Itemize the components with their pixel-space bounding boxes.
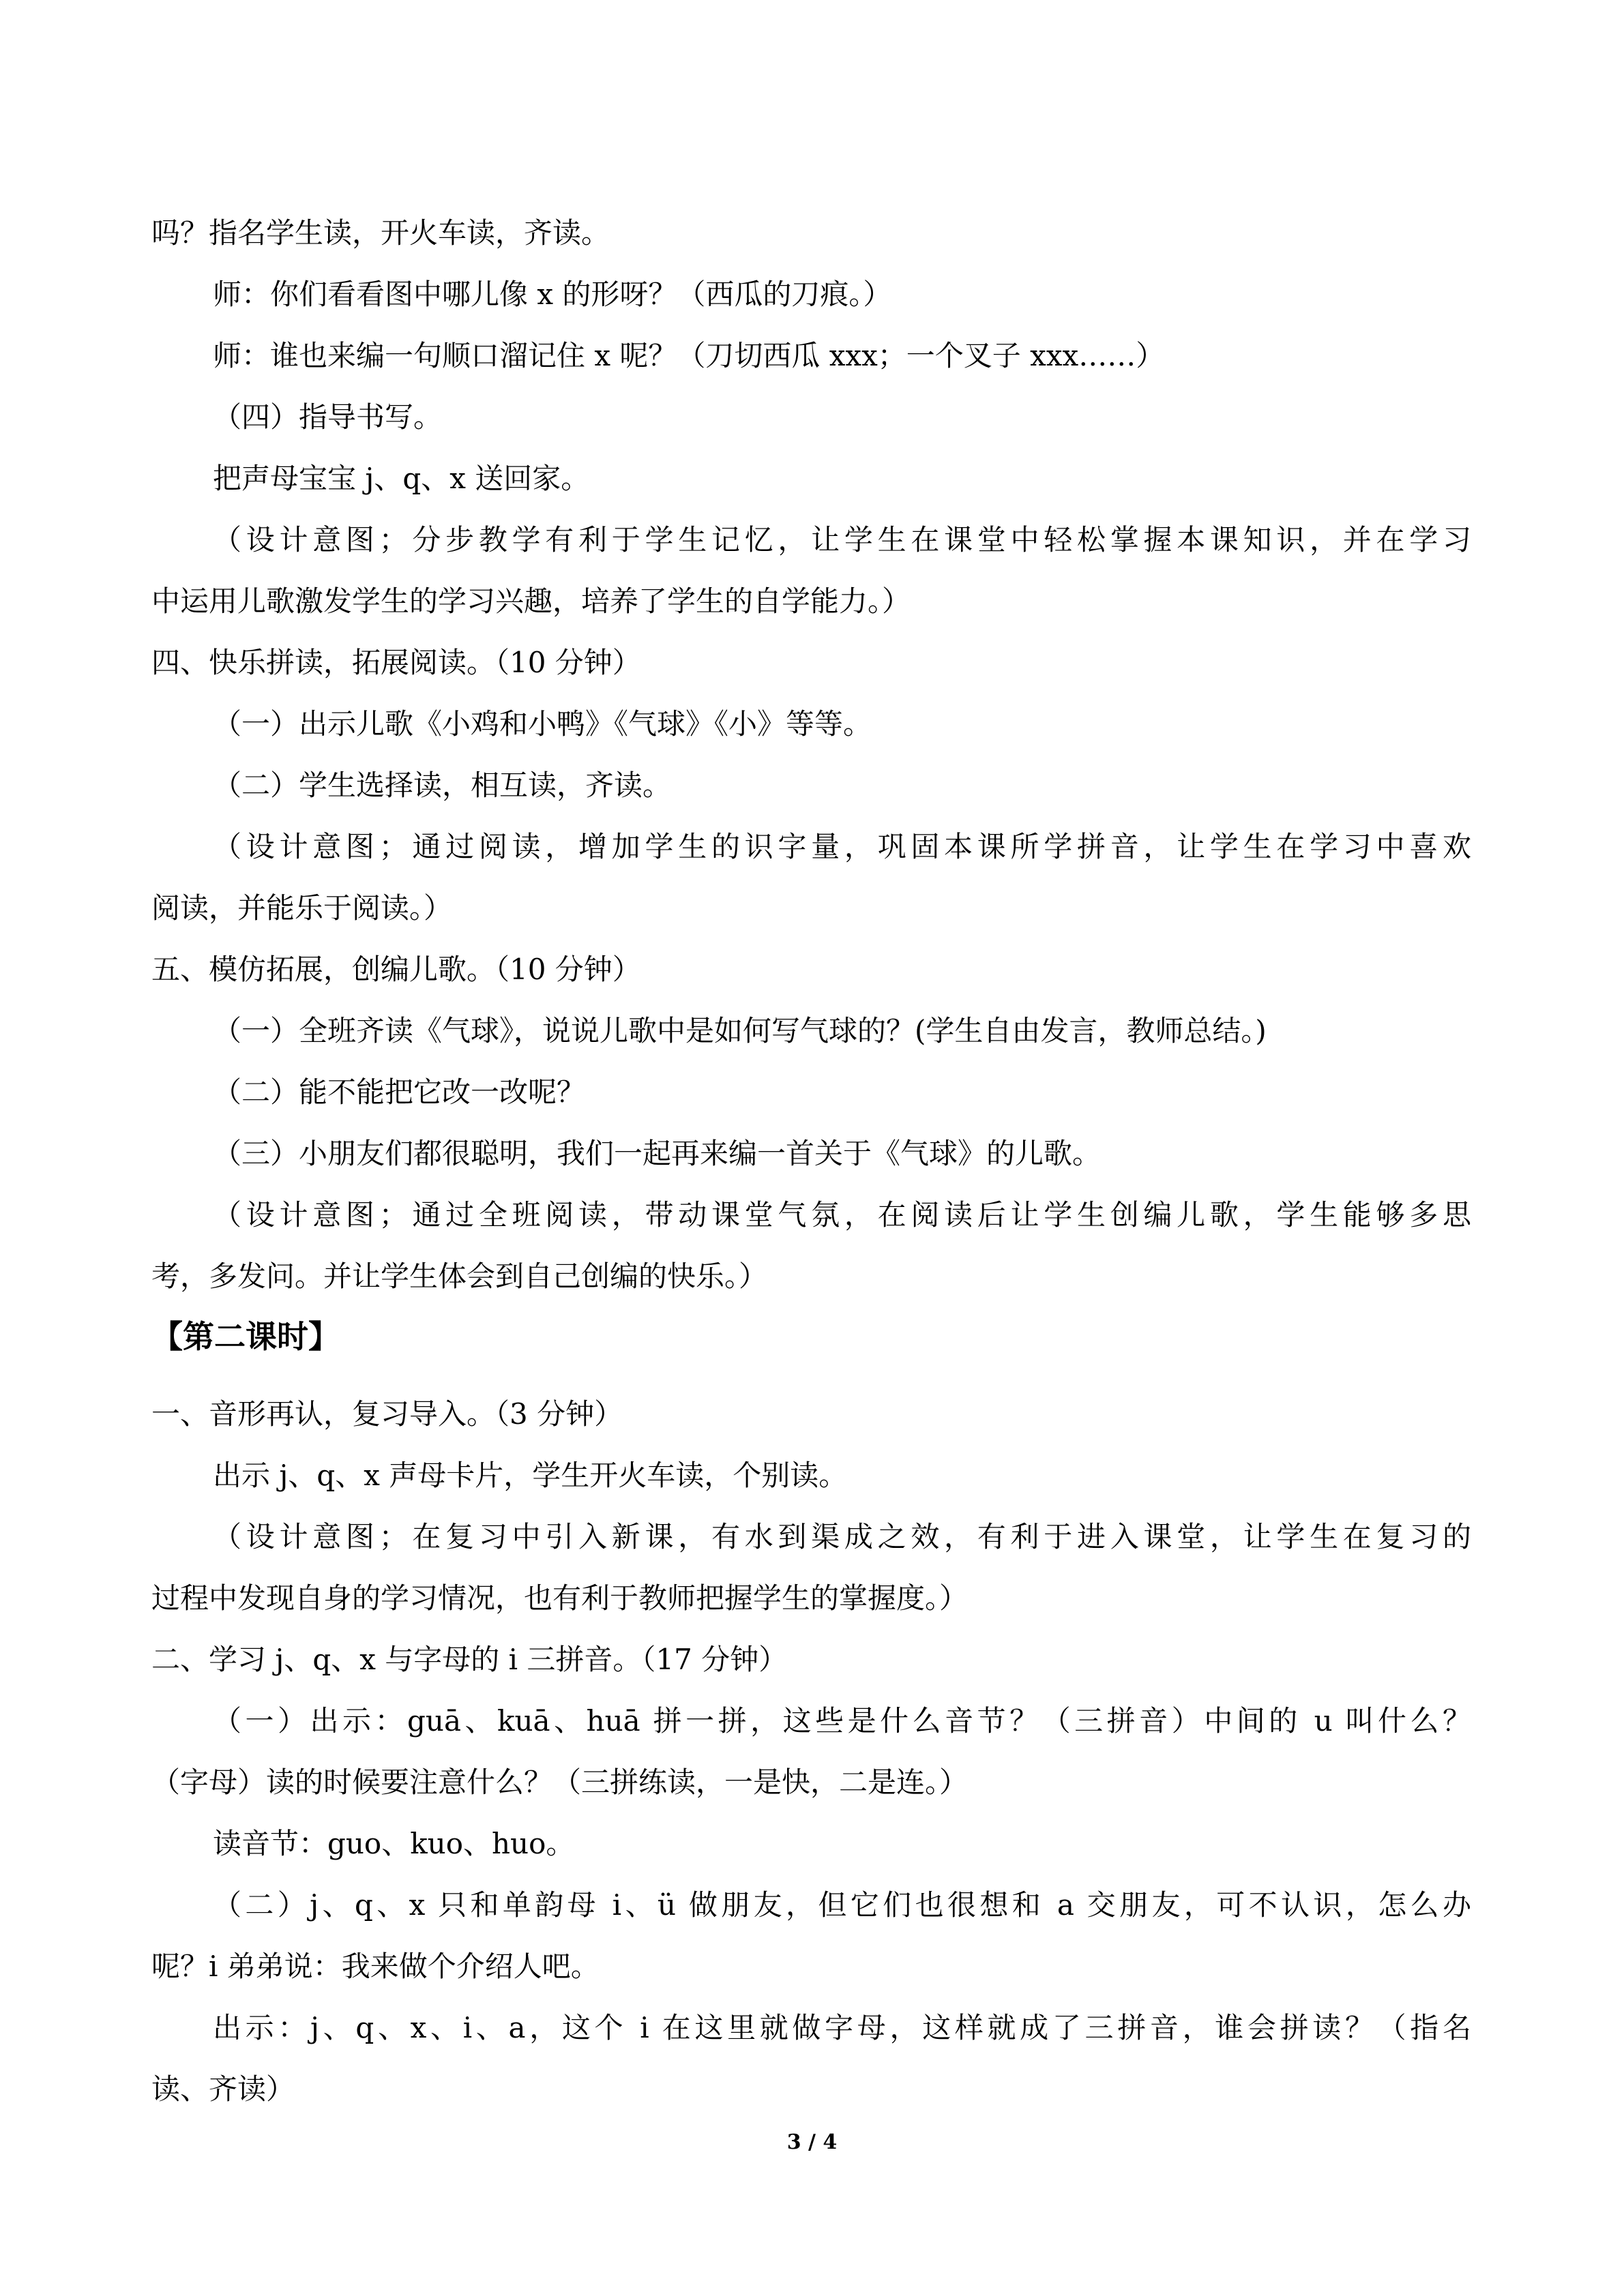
paragraph-line: 呢？i 弟弟说：我来做个介绍人吧。: [151, 1950, 600, 1983]
paragraph-line: （一）出示儿歌《小鸡和小鸭》《气球》《小》等等。: [213, 707, 872, 741]
paragraph-line: 过程中发现自身的学习情况，也有利于教师把握学生的掌握度。）: [151, 1581, 969, 1615]
paragraph-line: 师：谁也来编一句顺口溜记住 x 呢？（刀切西瓜 xxx；一个叉子 xxx……）: [213, 339, 1165, 372]
paragraph-line: 吗？指名学生读，开火车读，齐读。: [151, 216, 610, 250]
paragraph-line: 读音节：guo、kuo、huo。: [213, 1827, 575, 1860]
paragraph-line: （设计意图；在复习中引入新课，有水到渠成之效，有利于进入课堂，让学生在复习的: [213, 1520, 1471, 1553]
paragraph-line: （三）小朋友们都很聪明，我们一起再来编一首关于《气球》的儿歌。: [213, 1137, 1102, 1170]
paragraph-line: （二）能不能把它改一改呢？: [213, 1075, 586, 1109]
paragraph-line: 出示 j、q、x 声母卡片，学生开火车读，个别读。: [213, 1459, 848, 1492]
paragraph-line: 四、快乐拼读，拓展阅读。（10 分钟）: [151, 646, 641, 679]
paragraph-line: 把声母宝宝 j、q、x 送回家。: [213, 462, 590, 495]
paragraph-line: 考，多发问。并让学生体会到自己创编的快乐。）: [151, 1259, 768, 1293]
paragraph-line: 师：你们看看图中哪儿像 x 的形呀？（西瓜的刀痕。）: [213, 278, 892, 311]
paragraph-line: （字母）读的时候要注意什么？（三拼练读，一是快，二是连。）: [151, 1765, 969, 1799]
paragraph-line: 读、齐读）: [151, 2072, 295, 2106]
paragraph-line: 五、模仿拓展，创编儿歌。（10 分钟）: [151, 953, 641, 986]
paragraph-line: （设计意图；通过全班阅读，带动课堂气氛，在阅读后让学生创编儿歌，学生能够多思: [213, 1198, 1471, 1232]
paragraph-line: （一）出示：guā、kuā、huā 拼一拼，这些是什么音节？（三拼音）中间的 u 叫什么？: [213, 1704, 1471, 1738]
paragraph-line: 出示：j、q、x、i、a，这个 i 在这里就做字母，这样就成了三拼音，谁会拼读？（指名: [213, 2011, 1471, 2044]
paragraph-line: 二、学习 j、q、x 与字母的 i 三拼音。（17 分钟）: [151, 1643, 788, 1676]
paragraph-line: 一、音形再认，复习导入。（3 分钟）: [151, 1397, 623, 1431]
paragraph-line: （设计意图；分步教学有利于学生记忆，让学生在课堂中轻松掌握本课知识，并在学习: [213, 523, 1471, 556]
paragraph-line: （二）学生选择读，相互读，齐读。: [213, 769, 672, 802]
paragraph-line: 中运用儿歌激发学生的学习兴趣，培养了学生的自学能力。）: [151, 584, 911, 618]
page-number: 3 / 4: [786, 2130, 838, 2154]
paragraph-line: （二）j、q、x 只和单韵母 i、ü 做朋友，但它们也很想和 a 交朋友，可不认识，怎么办: [213, 1888, 1471, 1922]
section-heading: 【第二课时】: [151, 1318, 340, 1355]
paragraph-line: 阅读，并能乐于阅读。）: [151, 891, 453, 925]
paragraph-line: （设计意图；通过阅读，增加学生的识字量，巩固本课所学拼音，让学生在学习中喜欢: [213, 830, 1471, 863]
paragraph-line: （一）全班齐读《气球》，说说儿歌中是如何写气球的？(学生自由发言，教师总结。): [213, 1014, 1267, 1047]
paragraph-line: （四）指导书写。: [213, 400, 443, 434]
